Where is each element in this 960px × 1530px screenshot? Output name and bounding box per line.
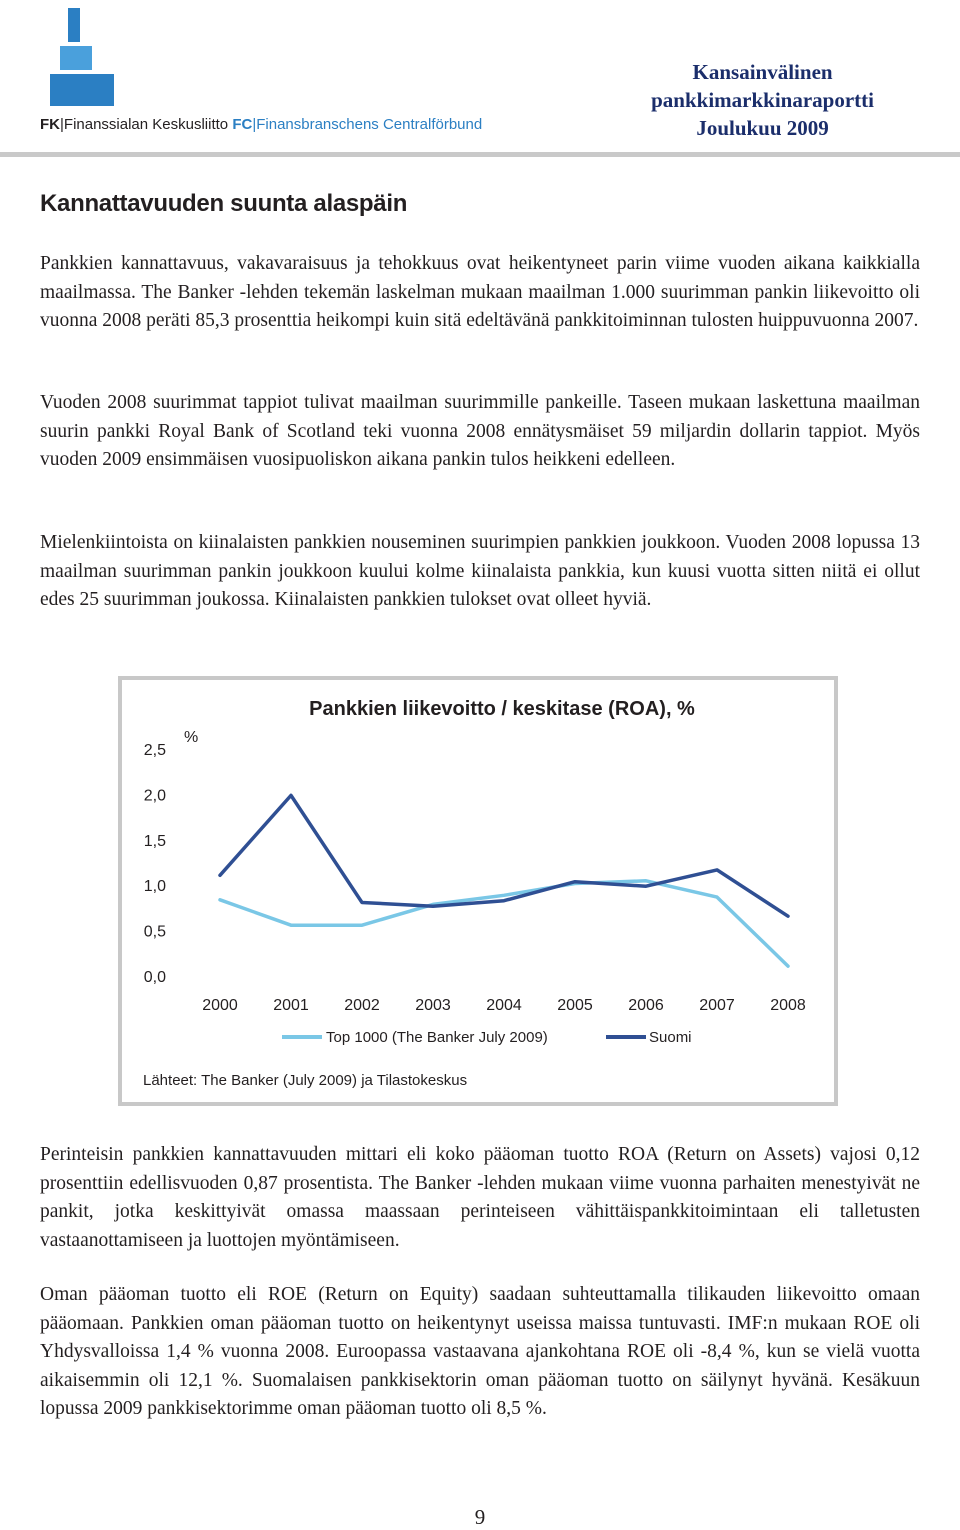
federation-logo-text: FK|Finanssialan Keskusliitto FC|Finansbranschens Centralförbund bbox=[40, 116, 483, 133]
paragraph-3: Mielenkiintoista on kiinalaisten pankkien nouseminen suurimpien pankkien joukkoon. Vuoden 2008 lopussa 13 maailman suurimman pankin joukkoon kuului kolme kiinalaista pankkia, kun kuusi vuotta sitten niitä ei ollut edes 25 suurimman joukossa. Kiinalaisten pankkien tulokset ovat olleet hyviä. bbox=[40, 532, 920, 611]
article-heading: Kannattavuuden suunta alaspäin bbox=[40, 190, 408, 217]
chart-ytick-label: 2,5 bbox=[143, 742, 166, 759]
chart-legend-label: Suomi bbox=[649, 1029, 692, 1046]
chart-source-note: Lähteet: The Banker (July 2009) ja Tilastokeskus bbox=[143, 1072, 468, 1089]
header-divider bbox=[0, 152, 960, 157]
paragraph-1: Pankkien kannattavuus, vakavaraisuus ja tehokkuus ovat heikentyneet parin viime vuoden aikana kaikkialla maailmassa. The Banker -lehden tekemän laskelman mukaan maailman 1.000 suurimman pankin liikevoitto oli vuonna 2008 peräti 85,3 prosenttia heikompi kuin sitä edeltävänä pankkitoiminnan tulosten huippuvuonna 2007. bbox=[40, 253, 920, 332]
chart-xtick-label: 2002 bbox=[344, 997, 380, 1014]
chart-xtick-label: 2004 bbox=[486, 997, 522, 1014]
federation-logo-icon bbox=[40, 8, 130, 108]
chart-xtick-label: 2008 bbox=[770, 997, 806, 1014]
chart-xtick-label: 2005 bbox=[557, 997, 593, 1014]
chart-ytick-label: 1,5 bbox=[143, 832, 166, 850]
report-date: Joulukuu 2009 bbox=[696, 116, 829, 140]
roa-chart bbox=[118, 676, 838, 1106]
chart-ytick-label: 1,0 bbox=[143, 878, 166, 896]
chart-xtick-label: 2006 bbox=[628, 997, 664, 1014]
chart-ylabel: % bbox=[184, 729, 199, 746]
chart-ytick-label: 0,0 bbox=[143, 969, 166, 986]
chart-title: Pankkien liikevoitto / keskitase (ROA), % bbox=[309, 698, 695, 720]
chart-series-line-top1000 bbox=[220, 881, 788, 966]
chart-xtick-label: 2000 bbox=[202, 997, 238, 1014]
report-title-line1: Kansainvälinen bbox=[692, 60, 833, 84]
chart-xtick-label: 2003 bbox=[415, 997, 451, 1014]
chart-ytick-label: 2,0 bbox=[143, 787, 166, 805]
paragraph-4: Perinteisin pankkien kannattavuuden mittari eli koko pääoman tuotto ROA (Return on Assets) vajosi 0,12 prosenttiin edellisvuoden 0,87 prosentista. The Banker -lehden mukaan viime vuonna parhaiten menestyivät ne pankit, jotka keskittyivät omassa maassaan perinteiseen vähittäispankkitoimintaan eli talletusten vastaanottamiseen ja luottojen myöntämiseen. bbox=[40, 1144, 920, 1251]
roa-chart-svg bbox=[122, 680, 834, 1102]
report-title bbox=[651, 58, 874, 142]
chart-xtick-label: 2001 bbox=[273, 997, 309, 1014]
paragraph-5: Oman pääoman tuotto eli ROE (Return on Equity) saadaan suhteuttamalla tilikauden liikevoitto omaan pääomaan. Pankkien oman pääoman tuotto on heikentynyt useissa maissa tuntuvasti. IMF:n mukaan ROE oli Yhdysvalloissa 1,4 % vuonna 2008. Euroopassa vastaavana ajankohtana ROE oli -8,4 %, kun se vielä vuotta aikaisemmin oli 12,1 %. Suomalaisen pankkisektorin oman pääoman tuotto on säilynyt hyvänä. Kesäkuun lopussa 2009 pankkisektorimme oman pääoman tuotto oli 8,5 %. bbox=[40, 1284, 920, 1420]
chart-ytick-label: 0,5 bbox=[143, 923, 166, 941]
chart-series-line-suomi bbox=[220, 795, 788, 916]
page-number: 9 bbox=[474, 1505, 486, 1529]
paragraph-2: Vuoden 2008 suurimmat tappiot tulivat maailman suurimmille pankeille. Taseen mukaan laskettuna maailman suurin pankki Royal Bank of Scotland teki vuonna 2008 ennätysmäiset 59 miljardin dollarin tappiot. Myös vuoden 2009 ensimmäisen vuosipuoliskon aikana pankin tulos heikkeni edelleen. bbox=[40, 392, 920, 471]
chart-xtick-label: 2007 bbox=[699, 997, 735, 1014]
report-title-line2: pankkimarkkinaraportti bbox=[651, 88, 874, 112]
chart-legend-label: Top 1000 (The Banker July 2009) bbox=[326, 1029, 548, 1046]
